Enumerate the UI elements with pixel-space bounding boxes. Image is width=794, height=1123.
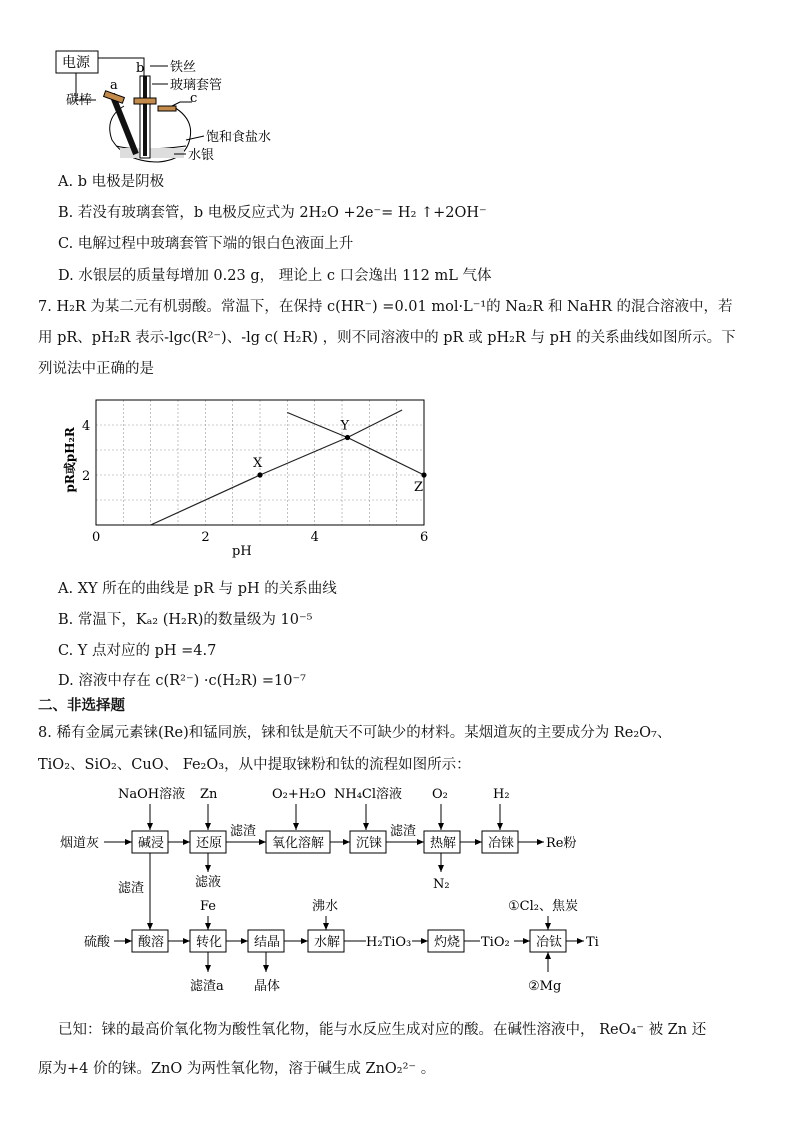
end-ti: Ti	[586, 935, 599, 950]
label-residue-2: 滤渣	[390, 824, 417, 839]
q6-option-b: B. 若没有玻璃套管，b 电极反应式为 2H₂O +2e⁻= H₂ ↑+2OH⁻	[58, 205, 487, 221]
stopper-c	[158, 106, 176, 111]
x-axis-label: pH	[232, 544, 252, 559]
q6-option-c: C. 电解过程中玻璃套管下端的银白色液面上升	[58, 236, 354, 252]
section-2-title: 二、非选择题	[38, 697, 125, 714]
label-n2: N₂	[433, 877, 450, 892]
input-boiling-water: 沸水	[312, 899, 339, 914]
outlet-c	[172, 102, 192, 106]
series-line-2	[287, 413, 424, 476]
start-sulfuric-acid: 硫酸	[84, 935, 111, 950]
point-z	[421, 472, 426, 477]
label-h2tio3: H₂TiO₃	[366, 935, 412, 950]
y-axis-label: pR或pH₂R	[63, 427, 77, 493]
label-tio2: TiO₂	[481, 935, 510, 950]
y-tick-label: 4	[82, 419, 91, 434]
input-nh4cl: NH₄Cl溶液	[334, 787, 403, 802]
chart-series	[151, 410, 427, 525]
input-zn: Zn	[200, 787, 218, 802]
q6-option-a: A. b 电极是阴极	[58, 174, 165, 190]
box-acid-dissolution-label: 酸溶	[138, 935, 165, 950]
point-label-z: Z	[414, 480, 424, 495]
y-tick-label: 2	[82, 469, 91, 484]
label-down-residue: 滤渣	[118, 881, 145, 896]
q8-stem-line2: TiO₂、SiO₂、CuO、 Fe₂O₃，从中提取铼粉和钛的流程如图所示：	[38, 757, 471, 773]
x-tick-label: 4	[310, 530, 319, 545]
q7-option-a: A. XY 所在的曲线是 pR 与 pH 的关系曲线	[58, 581, 337, 597]
point-label-y: Y	[340, 418, 350, 434]
input-h2: H₂	[493, 787, 510, 802]
input-o2-h2o: O₂+H₂O	[272, 787, 326, 802]
box-ti-smelting-label: 冶钛	[536, 935, 563, 950]
q7-option-c: C. Y 点对应的 pH =4.7	[58, 643, 217, 659]
box-calcination-label: 灼烧	[434, 935, 461, 950]
box-conversion-label: 转化	[196, 935, 223, 950]
label-residue-a: 滤渣a	[190, 979, 224, 994]
mercury-layer	[120, 148, 184, 158]
ph-chart	[60, 392, 440, 562]
point-y	[345, 435, 350, 440]
label-filtrate: 滤液	[195, 875, 222, 890]
input-o2: O₂	[432, 787, 448, 802]
end-re-powder: Re粉	[546, 836, 577, 851]
label-residue-1: 滤渣	[230, 824, 257, 839]
known-line1: 已知：铼的最高价氧化物为酸性氧化物，能与水反应生成对应的酸。在碱性溶液中， ReO₄⁻ 被 Zn 还	[58, 1022, 707, 1038]
power-source-label: 电源	[62, 55, 90, 71]
glass-sleeve-label: 玻璃套管	[170, 78, 223, 93]
point-x	[257, 472, 262, 477]
box-reduction-label: 还原	[196, 836, 223, 851]
x-tick-label: 2	[201, 530, 210, 545]
label-c: c	[190, 91, 198, 106]
box-hydrolysis-label: 水解	[314, 935, 341, 950]
point-label-x: X	[253, 456, 263, 471]
chart-ticks	[82, 419, 428, 545]
input-naoh: NaOH溶液	[118, 787, 186, 802]
leader-brine	[186, 136, 204, 140]
q7-stem-line2: 用 pR、pH₂R 表示-lgc(R²⁻)、-lg c( H₂R) ，则不同溶液中的 pR 或 pH₂R 与 pH 的关系曲线如图所示。下	[38, 330, 736, 346]
box-crystallization-label: 结晶	[254, 935, 281, 950]
label-crystal: 晶体	[254, 979, 281, 994]
label-b: b	[136, 61, 145, 76]
box-oxidative-dissolution-label: 氧化溶解	[272, 836, 325, 851]
x-tick-label: 0	[92, 530, 101, 545]
q8-stem-line1: 8. 稀有金属元素铼(Re)和锰同族，铼和钛是航天不可缺少的材料。某烟道灰的主要成分为 Re₂O₇、	[38, 725, 672, 741]
q7-option-b: B. 常温下，Kₐ₂ (H₂R)的数量级为 10⁻⁵	[58, 612, 313, 628]
x-tick-label: 6	[420, 530, 429, 545]
q7-option-d: D. 溶液中存在 c(R²⁻) ·c(H₂R) =10⁻⁷	[58, 673, 306, 689]
box-re-precipitation-label: 沉铼	[356, 836, 383, 851]
q7-stem-line3: 列说法中正确的是	[38, 361, 154, 377]
process-flowchart	[40, 780, 770, 1000]
label-a: a	[110, 78, 118, 93]
box-re-smelting-label: 冶铼	[488, 836, 515, 851]
q6-option-d: D. 水银层的质量每增加 0.23 g， 理论上 c 口会逸出 112 mL 气体	[58, 268, 492, 284]
box-pyrolysis-label: 热解	[430, 836, 457, 851]
label-mg: ②Mg	[528, 979, 562, 994]
q7-stem-line1: 7. H₂R 为某二元有机弱酸。常温下，在保持 c(HR⁻) =0.01 mol·L⁻¹的 Na₂R 和 NaHR 的混合溶液中，若	[38, 299, 733, 315]
series-line-1	[151, 410, 402, 525]
mercury-label: 水银	[188, 148, 215, 163]
box-alkali-leach-label: 碱浸	[138, 836, 165, 851]
iron-wire-label: 铁丝	[170, 60, 197, 75]
input-fe: Fe	[200, 899, 217, 914]
start-flue-ash: 烟道灰	[60, 836, 100, 851]
input-cl2-coke: ①Cl₂、焦炭	[508, 899, 578, 914]
stopper-b	[134, 98, 156, 104]
electrolysis-apparatus	[40, 40, 280, 170]
brine-label: 饱和食盐水	[206, 130, 272, 145]
known-line2: 原为+4 价的铼。ZnO 为两性氧化物，溶于碱生成 ZnO₂²⁻ 。	[38, 1061, 436, 1077]
carbon-rod-label: 碳棒	[66, 93, 93, 108]
